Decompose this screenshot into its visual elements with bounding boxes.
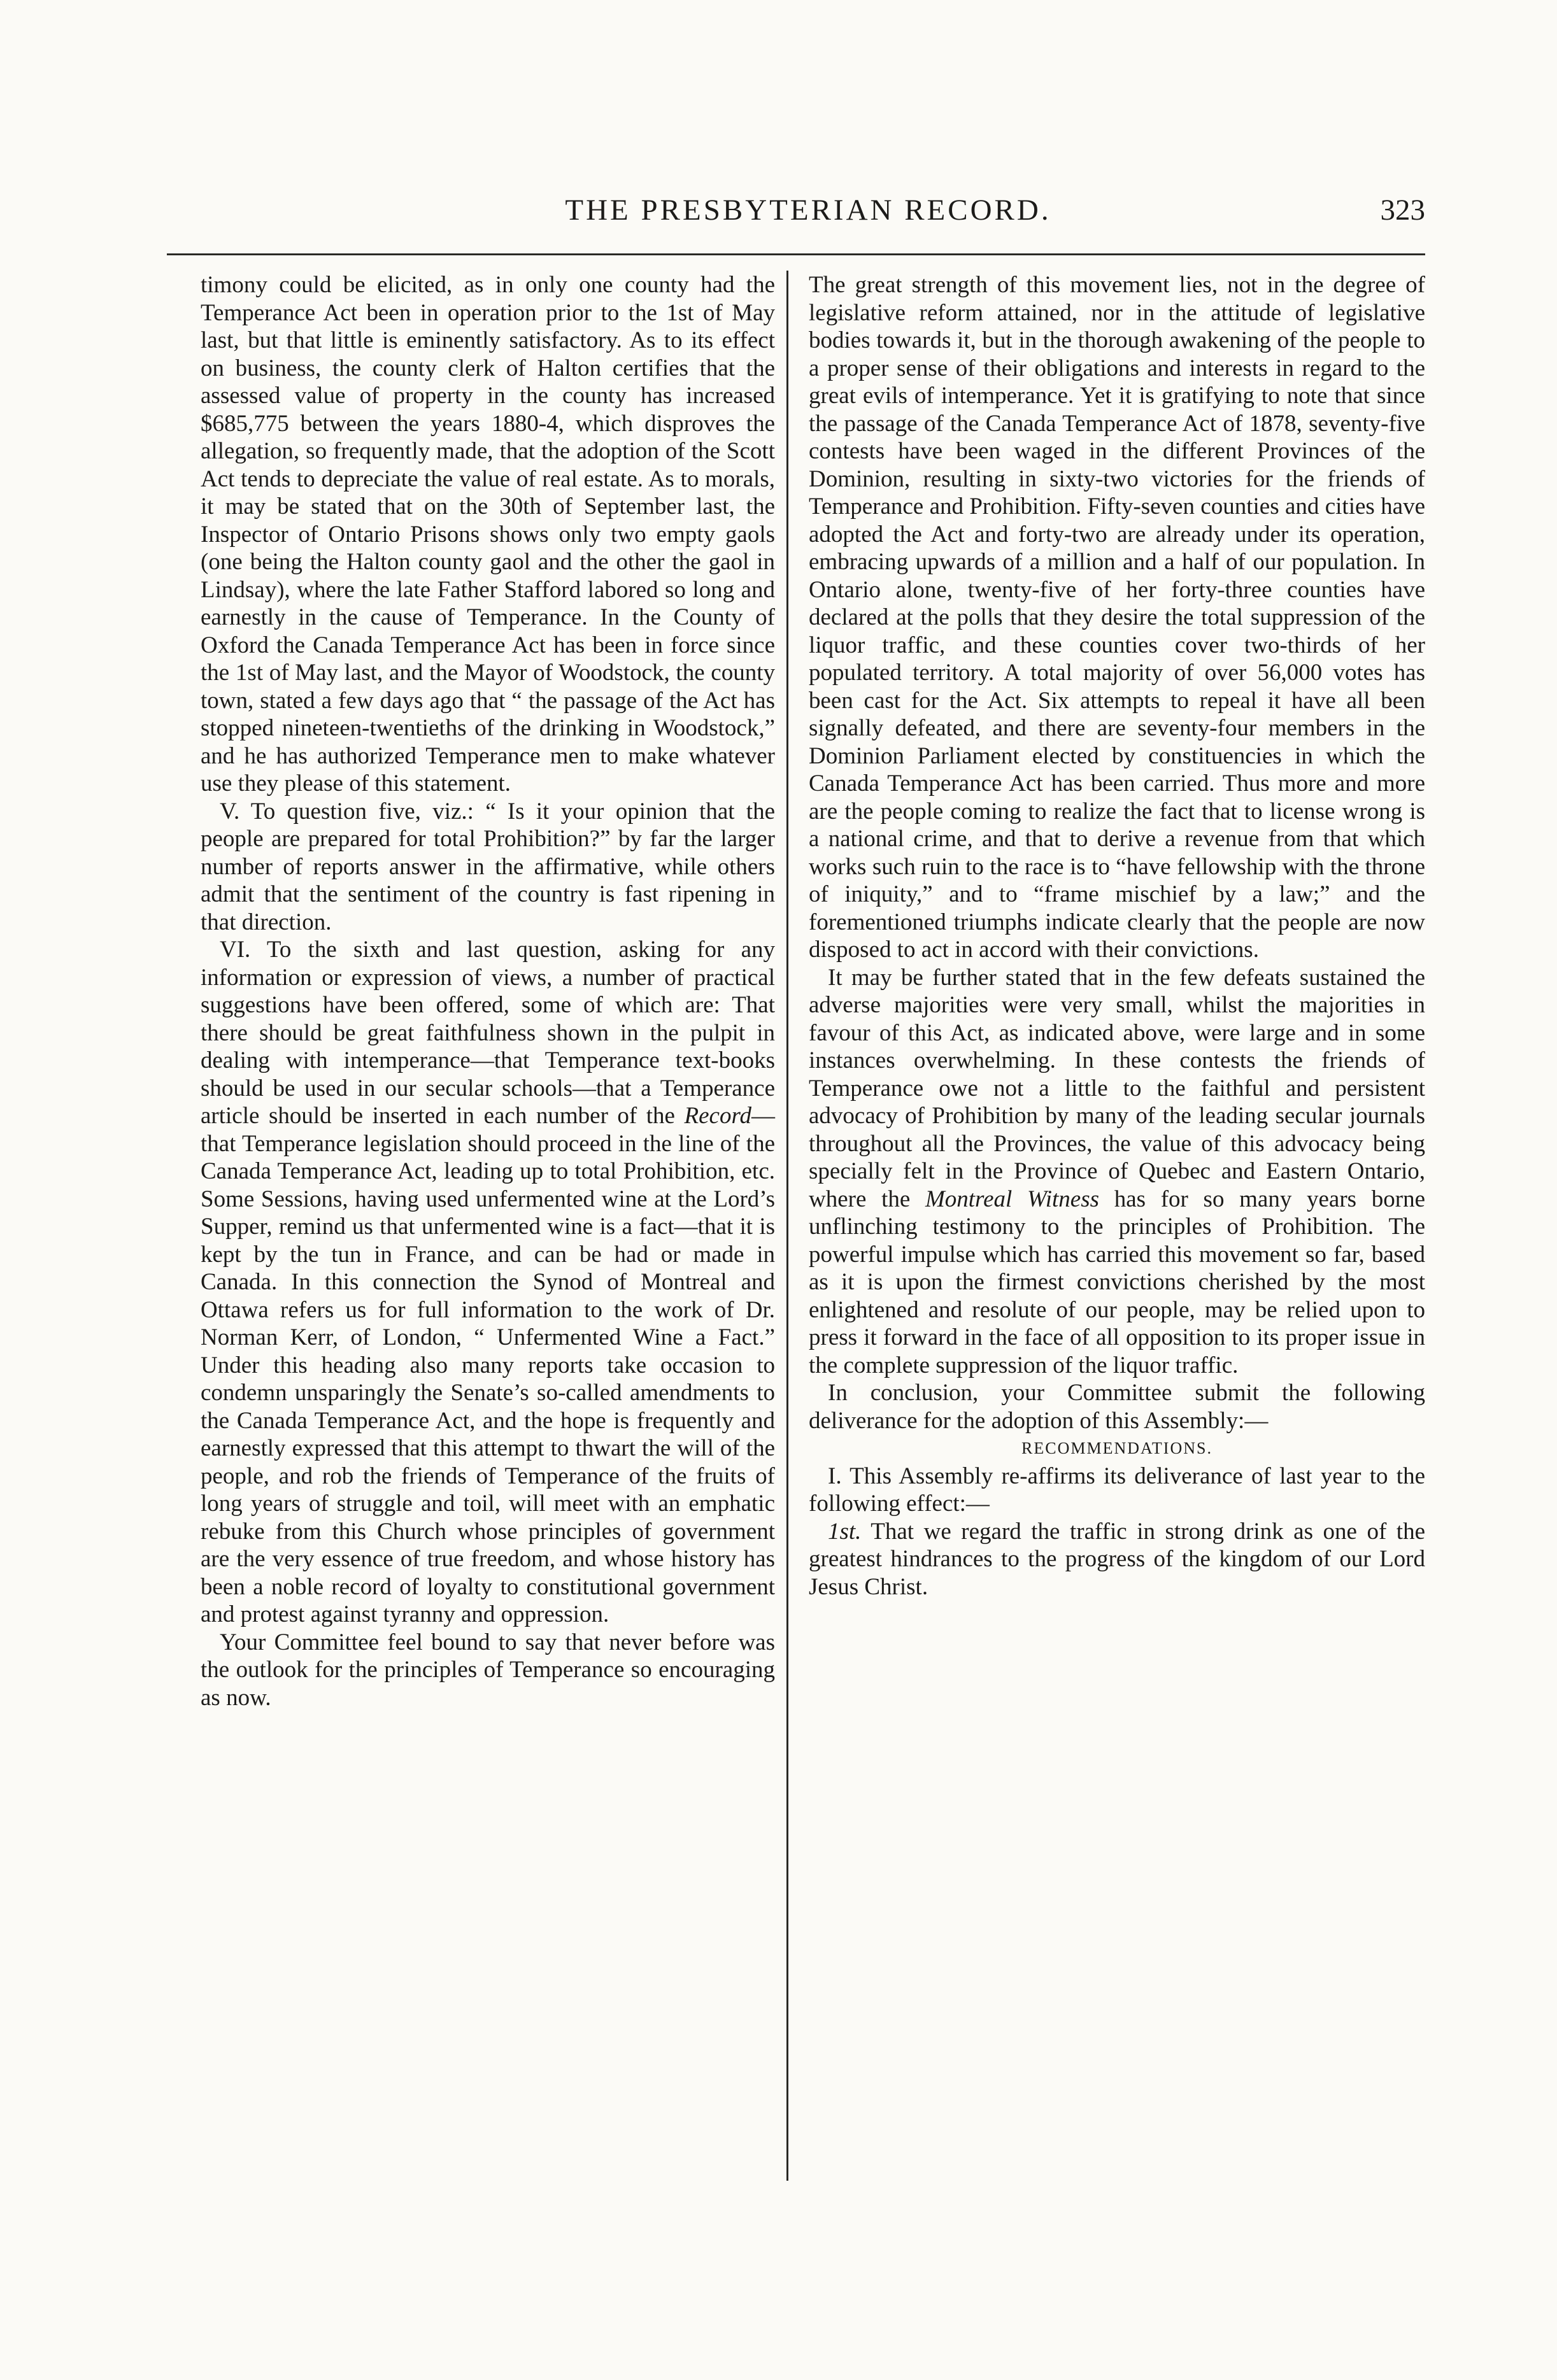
right-paragraph-4: I. This Assembly re-affirms its deliverance of last year to the following effect:— xyxy=(809,1463,1425,1517)
right-paragraph-5-text: That we regard the traffic in strong drink as one of the greatest hindrances to the progress of the kingdom of our Lord Jesus Christ. xyxy=(809,1518,1425,1600)
left-column xyxy=(201,271,775,2181)
left-paragraph-1: timony could be elicited, as in only one county had the Temperance Act been in operation prior to the 1st of May last, but that little is eminently satisfactory. As to its effect on business, the county clerk of Halton certifies that the assessed value of property in the county has increased $685,775 between the years 1880-4, which disproves the allegation, so frequently made, that the adoption of the Scott Act tends to depreciate the value of real estate. As to morals, it may be stated that on the 30th of September last, the Inspector of Ontario Prisons shows only two empty gaols (one being the Halton county gaol and the other the gaol in Lindsay), where the late Father Stafford labored so long and earnestly in the cause of Temperance. In the County of Oxford the Canada Temperance Act has been in force since the 1st of May last, and the Mayor of Woodstock, the county town, stated a few days ago that “ the passage of the Act has stopped nineteen-twentieths of the drinking in Woodstock,” and he has authorized Temperance men to make whatever use they please of this statement. xyxy=(201,272,775,797)
right-paragraph-5 xyxy=(809,1518,1425,1601)
right-paragraph-1: The great strength of this movement lies, not in the degree of legislative reform attained, nor in the attitude of legislative bodies towards it, but in the thorough awakening of the people to a proper sense of their obligations and interests in regard to the great evils of intemperance. Yet it is gratifying to note that since the passage of the Canada Temperance Act of 1878, seventy-five contests have been waged in the different Provinces of the Dominion, resulting in sixty-two victories for the friends of Temperance and Prohibition. Fifty-seven counties and cities have adopted the Act and forty-two are already under its operation, embracing upwards of a million and a half of our population. In Ontario alone, twenty-five of her forty-three counties have declared at the polls that they desire the total suppression of the liquor traffic, and these counties cover two-thirds of her populated territory. A total majority of over 56,000 votes has been cast for the Act. Six attempts to repeal it have all been signally defeated, and there are seventy-four members in the Dominion Parliament elected by constituencies in which the Canada Temperance Act has been carried. Thus more and more are the people coming to realize the fact that to license wrong is a national crime, and that to derive a revenue from that which works such ruin to the race is to “have fellowship with the throne of iniquity,” and to “frame mischief by a law;” and the forementioned triumphs indicate clearly that the people are now disposed to act in accord with their convictions. xyxy=(809,272,1425,963)
witness-italic: Montreal Witness xyxy=(925,1186,1100,1212)
page-header xyxy=(191,191,1425,229)
left-paragraph-3-text-b: —that Temperance legislation should proceed in the line of the Canada Temperance Act, leading up to total Prohibition, etc. Some Sessions, having used unfermented wine at the Lord’s Supper, remind us that unfermented wine is a fact—that it is kept by the tun in France, and can be had or made in Canada. In this connection the Synod of Montreal and Ottawa refers us for full information to the work of Dr. Norman Kerr, of London, “ Unfermented Wine a Fact.” Under this heading also many reports take occasion to condemn unsparingly the Senate’s so-called amendments to the Canada Temperance Act, and the hope is frequently and earnestly expressed that this attempt to thwart the will of the people, and rob the friends of Temperance of the fruits of long years of struggle and toil, will meet with an emphatic rebuke from this Church whose principles of government are the very essence of true freedom, and whose history has been a noble record of loyalty to constitutional government and protest against tyranny and oppression. xyxy=(201,1103,775,1627)
header-rule xyxy=(167,253,1425,255)
recommendations-heading: RECOMMENDATIONS. xyxy=(1021,1439,1212,1457)
left-paragraph-2: V. To question five, viz.: “ Is it your opinion that the people are prepared for total Prohibition?” by far the larger number of reports answer in the affirmative, while others admit that the sentiment of the country is fast ripening in that direction. xyxy=(201,798,775,935)
page-number: 323 xyxy=(1380,194,1425,227)
right-column xyxy=(809,271,1425,2181)
left-paragraph-3 xyxy=(201,936,775,1629)
right-paragraph-2 xyxy=(809,964,1425,1380)
right-paragraph-3: In conclusion, your Committee submit the following deliverance for the adoption of this Assembly:— xyxy=(809,1380,1425,1434)
column-divider xyxy=(786,271,788,2181)
running-title: THE PRESBYTERIAN RECORD. xyxy=(565,194,1051,227)
right-paragraph-2-text-a: It may be further stated that in the few defeats sustained the adverse majorities were very small, whilst the majorities in favour of this Act, as indicated above, were large and in some instances overwhelming. In these contests the friends of Temperance owe not a little to the faithful and persistent advocacy of Prohibition by many of the leading secular journals throughout all the Provinces, the value of this advocacy being specially felt in the Province of Quebec and Eastern Ontario, where the xyxy=(809,964,1425,1212)
right-paragraph-2-text-b: has for so many years borne unflinching testimony to the principles of Prohibition. The powerful impulse which has carried this movement so far, based as it is upon the firmest convictions cherished by the most enlightened and resolute of our people, may be relied upon to press it forward in the face of all opposition to its proper issue in the complete suppression of the liquor traffic. xyxy=(809,1186,1425,1378)
left-paragraph-3-text-a: VI. To the sixth and last question, asking for any information or expression of views, a number of practical suggestions have been offered, some of which are: That there should be great faithfulness shown in the pulpit in dealing with intemperance—that Temperance text-books should be used in our secular schools—that a Temperance article should be inserted in each number of the xyxy=(201,937,775,1129)
first-italic: 1st. xyxy=(828,1518,862,1545)
left-paragraph-4: Your Committee feel bound to say that never before was the outlook for the principles of Temperance so encouraging as now. xyxy=(201,1629,775,1711)
record-italic: Record xyxy=(684,1103,751,1129)
